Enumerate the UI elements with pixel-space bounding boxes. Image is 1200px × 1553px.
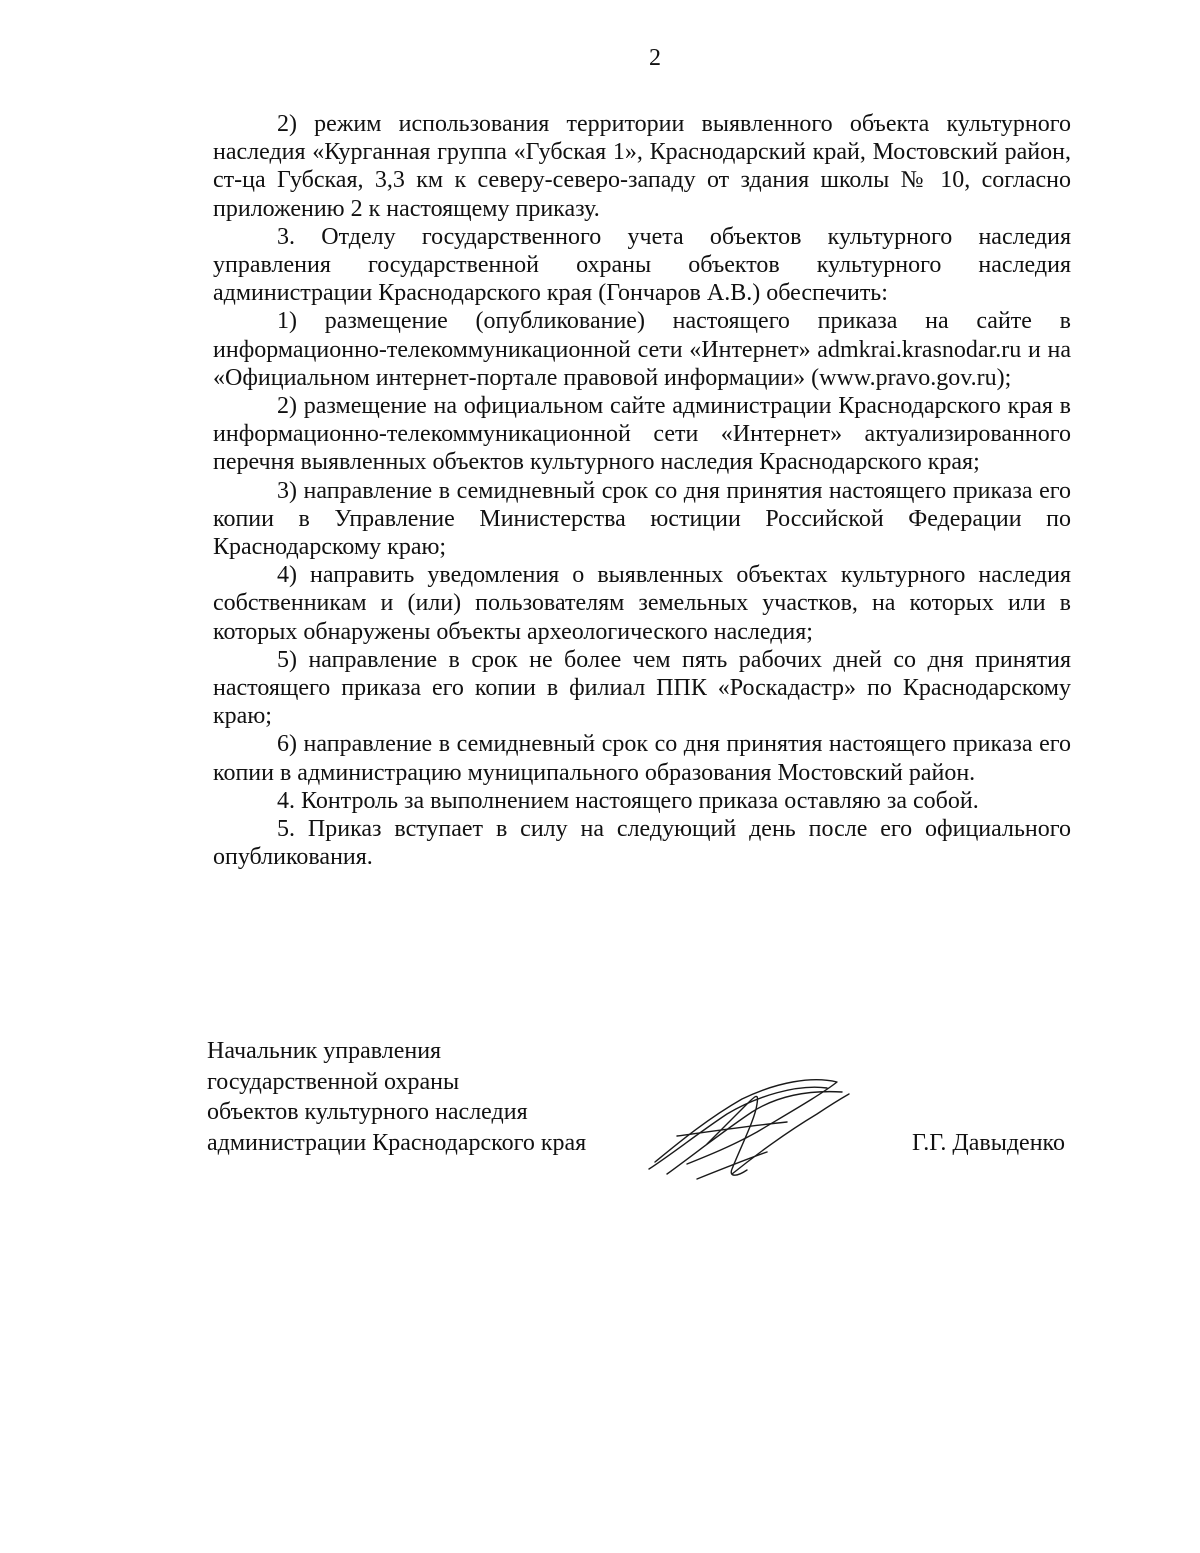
paragraph: 1) размещение (опубликование) настоящего приказа на сайте в информационно-телекоммуникационной сети «Интернет» admkrai.krasnodar.ru и на «Официальном интернет-портале правовой информации» (www.pravo.gov.ru); (213, 308, 1071, 391)
page-number: 2 (649, 45, 661, 71)
paragraph: 5) направление в срок не более чем пять рабочих дней со дня принятия настоящего приказа его копии в филиал ППК «Роскадастр» по Краснодарскому краю; (213, 646, 1071, 730)
paragraph: 4. Контроль за выполнением настоящего приказа оставляю за собой. (277, 787, 979, 814)
signatory-title-line: объектов культурного наследия (207, 1099, 528, 1125)
paragraph: 3) направление в семидневный срок со дня принятия настоящего приказа его копии в Управление Министерства юстиции Российской Федерации по Краснодарскому краю; (213, 477, 1071, 561)
paragraph: 2) размещение на официальном сайте администрации Краснодарского края в информационно-телекоммуникационной сети «Интернет» актуализированного перечня выявленных объектов культурного наследия Краснодарского края; (213, 393, 1071, 476)
signatory-title-line: Начальник управления (207, 1038, 442, 1064)
signatory-name: Г.Г. Давыденко (912, 1130, 1065, 1156)
paragraph: 4) направить уведомления о выявленных объектах культурного наследия собственникам и (или) пользователям земельных участков, на которых или в которых обнаружены объекты археологического наследия; (213, 562, 1071, 645)
signature-block (207, 1036, 1077, 1196)
paragraph: 5. Приказ вступает в силу на следующий день после его официального опубликования. (213, 816, 1071, 871)
document-body (213, 110, 1071, 871)
signatory-title-line: государственной охраны (207, 1068, 460, 1095)
paragraph: 6) направление в семидневный срок со дня принятия настоящего приказа его копии в администрацию муниципального образования Мостовский район. (213, 731, 1071, 786)
handwritten-signature (637, 1074, 857, 1184)
signatory-title (207, 1036, 586, 1158)
paragraph: 2) режим использования территории выявленного объекта культурного наследия «Курганная группа «Губская 1», Краснодарский край, Мостовский район, ст-ца Губская, 3,3 км к северу-северо-западу от здания школы № 10, согласно приложению 2 к настоящему приказу. (213, 111, 1071, 222)
signatory-title-line: администрации Краснодарского края (207, 1129, 587, 1156)
paragraph: 3. Отделу государственного учета объектов культурного наследия управления государственной охраны объектов культурного наследия администрации Краснодарского края (Гончаров А.В.) обеспечить: (213, 223, 1071, 307)
